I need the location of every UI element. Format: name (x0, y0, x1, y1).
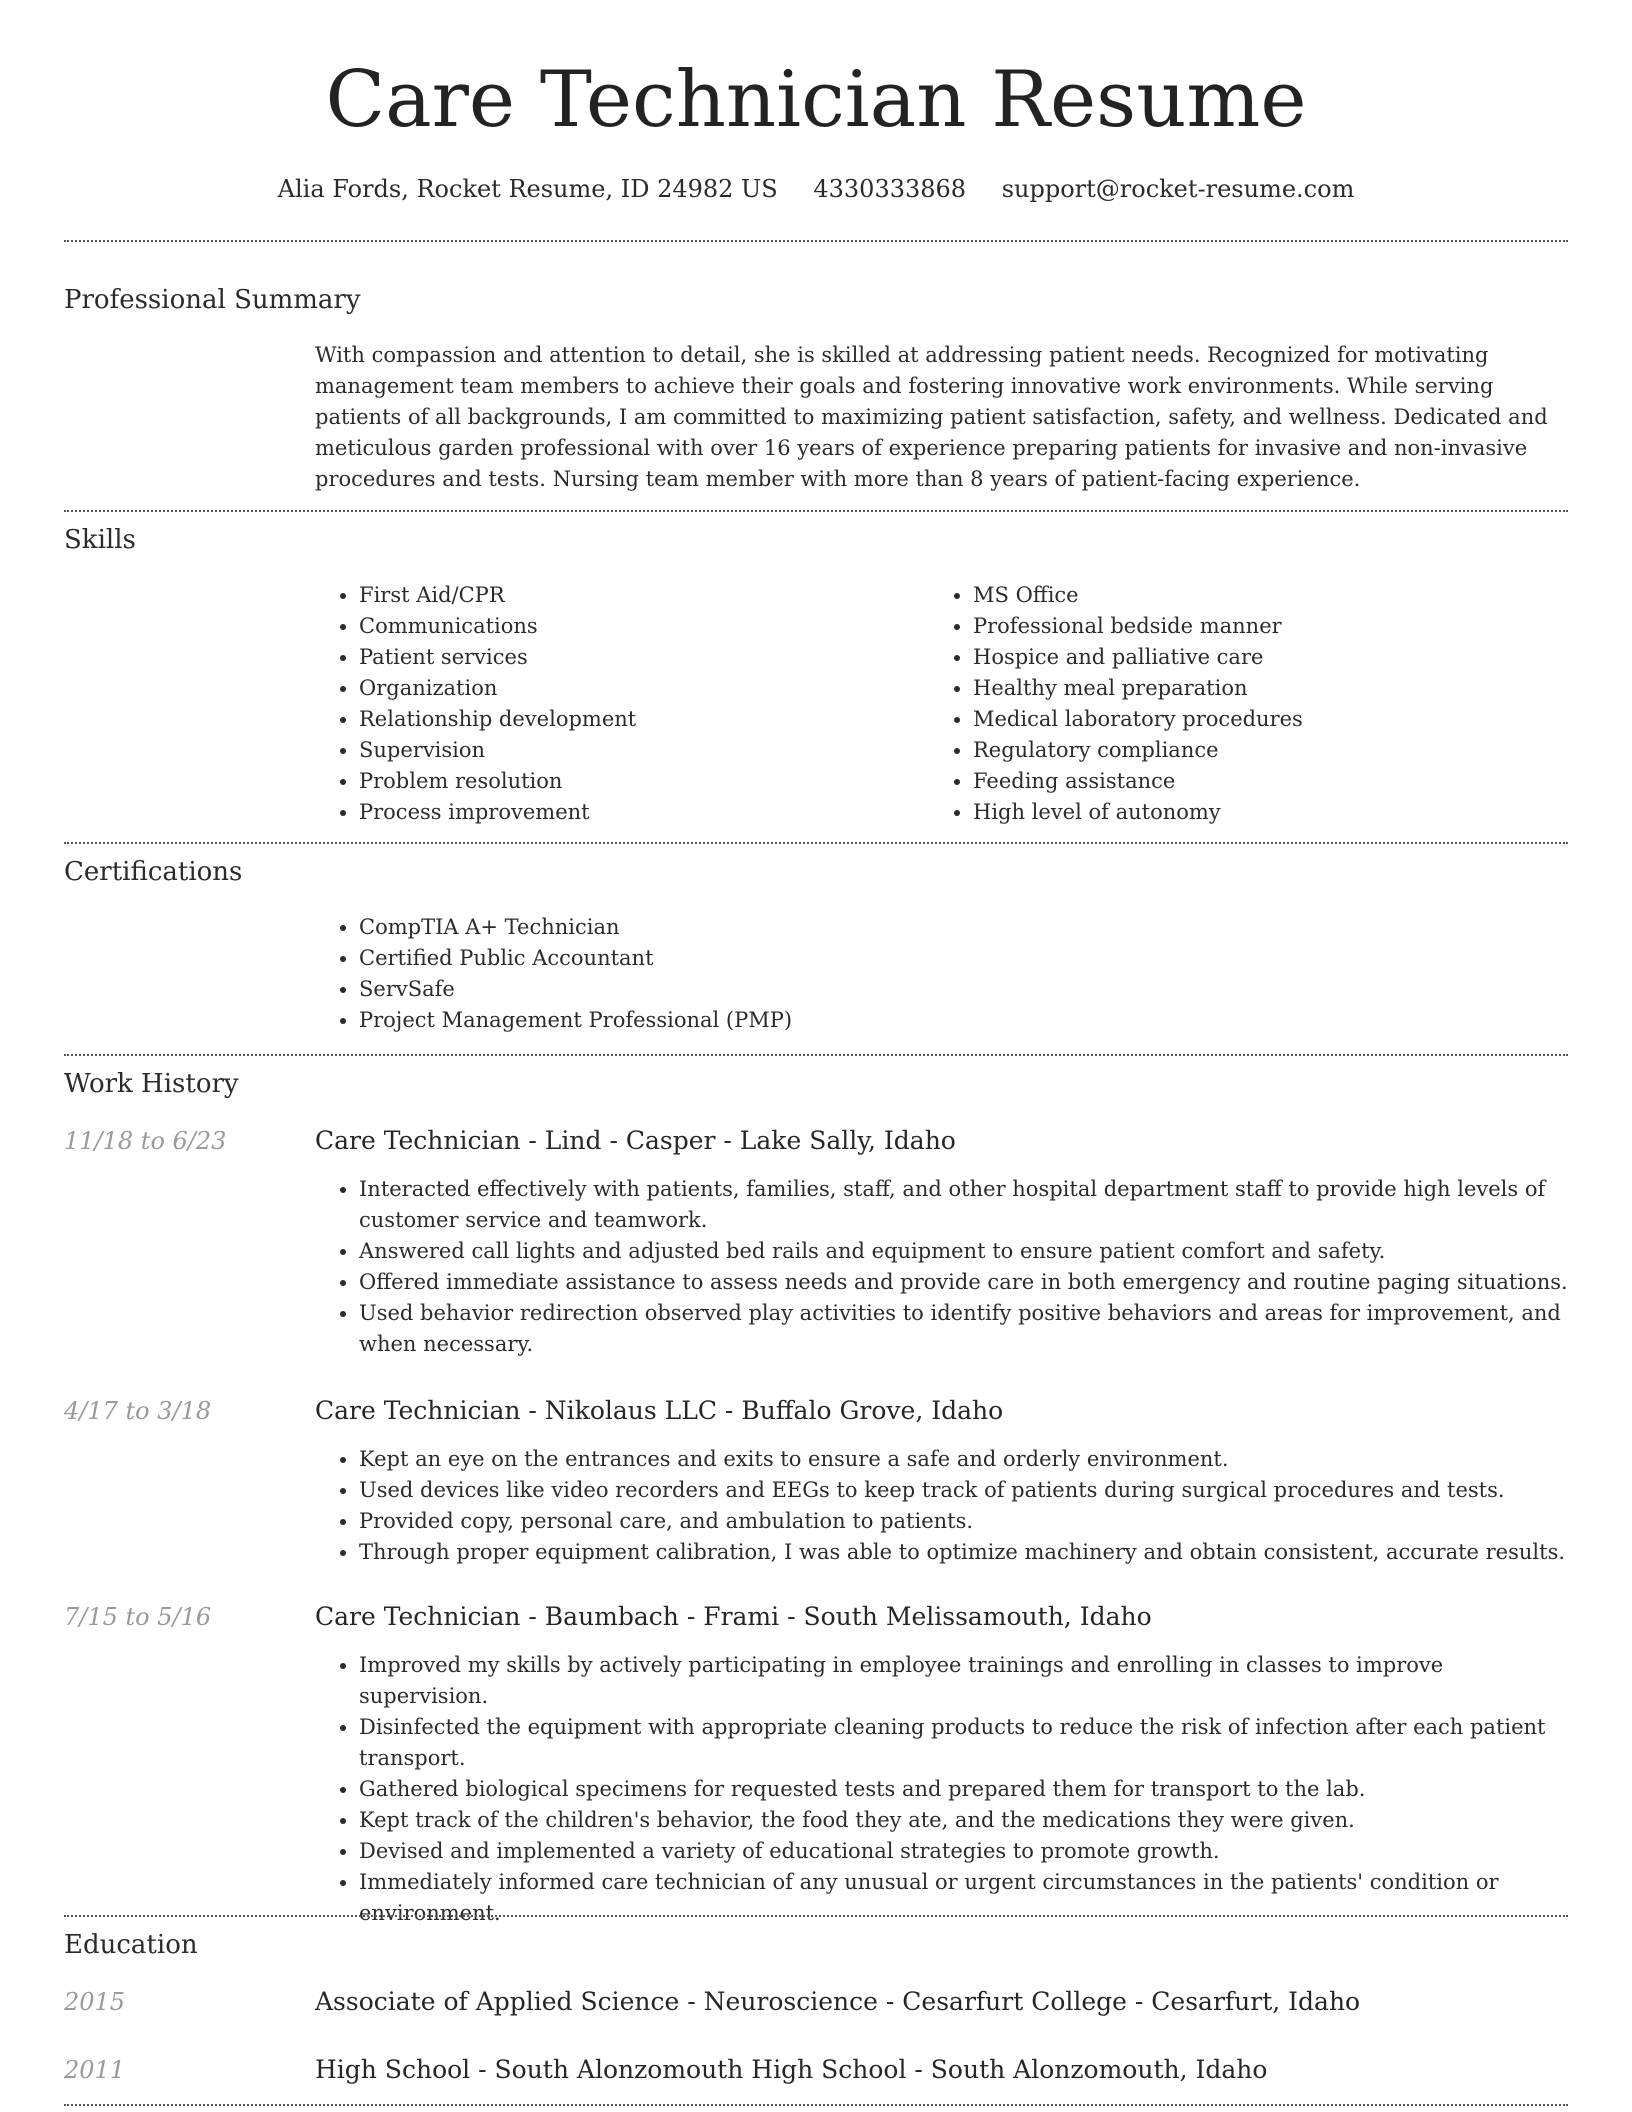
education-year: 2011 (64, 2056, 126, 2084)
resume-title: Care Technician Resume (325, 55, 1307, 145)
certification-item: • ServSafe (359, 974, 1559, 1005)
section-divider (64, 842, 1568, 844)
work-history-heading: Work History (64, 1069, 239, 1099)
job-duty: • Provided copy, personal care, and ambulation to patients. (359, 1506, 1568, 1537)
summary-heading: Professional Summary (64, 285, 361, 315)
skill-item: • Healthy meal preparation (973, 673, 1573, 704)
job-duty: • Through proper equipment calibration, I was able to optimize machinery and obtain consistent, accurate results. (359, 1537, 1568, 1568)
job-title: Care Technician - Baumbach - Frami - South Melissamouth, Idaho (315, 1602, 1152, 1631)
job-duty: • Gathered biological specimens for requested tests and prepared them for transport to the lab. (359, 1774, 1568, 1805)
education-entry: High School - South Alonzomouth High School - South Alonzomouth, Idaho (315, 2055, 1268, 2084)
skill-item: • Problem resolution (359, 766, 919, 797)
section-divider (64, 240, 1568, 242)
skill-item: • First Aid/CPR (359, 580, 919, 611)
job-dates: 7/15 to 5/16 (64, 1603, 212, 1631)
section-divider (64, 1054, 1568, 1056)
job-duty: • Devised and implemented a variety of educational strategies to promote growth. (359, 1836, 1568, 1867)
job-duty: • Kept an eye on the entrances and exits to ensure a safe and orderly environment. (359, 1444, 1568, 1475)
education-heading: Education (64, 1930, 198, 1960)
skills-list-right (929, 580, 1573, 828)
skill-item: • Supervision (359, 735, 919, 766)
skill-item: • Relationship development (359, 704, 919, 735)
job-duties-list (315, 1174, 1568, 1360)
job-duty: • Immediately informed care technician of any unusual or urgent circumstances in the patients' condition or environment. (359, 1867, 1568, 1929)
job-duties-list (315, 1444, 1568, 1568)
skills-list-left (315, 580, 919, 828)
contact-address: Alia Fords, Rocket Resume, ID 24982 US (277, 175, 778, 203)
skill-item: • Feeding assistance (973, 766, 1573, 797)
contact-line (64, 172, 1568, 206)
job-duty: • Used behavior redirection observed play activities to identify positive behaviors and areas for improvement, and when necessary. (359, 1298, 1568, 1360)
skills-heading: Skills (64, 525, 136, 555)
summary-text: With compassion and attention to detail, she is skilled at addressing patient needs. Recognized for motivating management team members to achieve their goals and fostering innovative work environments. While serving patients of all backgrounds, I am committed to maximizing patient satisfaction, safety, and wellness. Dedicated and meticulous garden professional with over 16 years of experience preparing patients for invasive and non-invasive procedures and tests. Nursing team member with more than 8 years of patient-facing experience. (315, 343, 1548, 491)
skill-item: • Organization (359, 673, 919, 704)
certification-item: • Certified Public Accountant (359, 943, 1559, 974)
job-duty: • Offered immediate assistance to assess needs and provide care in both emergency and routine paging situations. (359, 1267, 1568, 1298)
skill-item: • Professional bedside manner (973, 611, 1573, 642)
certification-item: • CompTIA A+ Technician (359, 912, 1559, 943)
contact-phone: 4330333868 (813, 175, 967, 203)
education-entry: Associate of Applied Science - Neuroscience - Cesarfurt College - Cesarfurt, Idaho (315, 1987, 1361, 2016)
job-duty: • Interacted effectively with patients, families, staff, and other hospital department staff to provide high levels of customer service and teamwork. (359, 1174, 1568, 1236)
job-duty: • Used devices like video recorders and EEGs to keep track of patients during surgical procedures and tests. (359, 1475, 1568, 1506)
skill-item: • Process improvement (359, 797, 919, 828)
skill-item: • MS Office (973, 580, 1573, 611)
job-title: Care Technician - Nikolaus LLC - Buffalo Grove, Idaho (315, 1396, 1004, 1425)
job-dates: 4/17 to 3/18 (64, 1397, 212, 1425)
job-duties-list (315, 1650, 1568, 1929)
job-duty: • Improved my skills by actively participating in employee trainings and enrolling in classes to improve supervision. (359, 1650, 1568, 1712)
skill-item: • High level of autonomy (973, 797, 1573, 828)
job-duty: • Kept track of the children's behavior, the food they ate, and the medications they were given. (359, 1805, 1568, 1836)
job-duty: • Answered call lights and adjusted bed rails and equipment to ensure patient comfort and safety. (359, 1236, 1568, 1267)
skill-item: • Hospice and palliative care (973, 642, 1573, 673)
job-duty: • Disinfected the equipment with appropriate cleaning products to reduce the risk of infection after each patient transport. (359, 1712, 1568, 1774)
job-title: Care Technician - Lind - Casper - Lake Sally, Idaho (315, 1126, 956, 1155)
education-year: 2015 (64, 1988, 126, 2016)
skill-item: • Medical laboratory procedures (973, 704, 1573, 735)
section-divider (64, 2104, 1568, 2106)
section-divider (64, 1915, 1568, 1917)
skill-item: • Communications (359, 611, 919, 642)
certifications-heading: Certifications (64, 857, 243, 887)
certifications-list (315, 912, 1559, 1036)
contact-email: support@rocket-resume.com (1001, 175, 1355, 203)
certification-item: • Project Management Professional (PMP) (359, 1005, 1559, 1036)
skill-item: • Regulatory compliance (973, 735, 1573, 766)
skill-item: • Patient services (359, 642, 919, 673)
section-divider (64, 510, 1568, 512)
job-dates: 11/18 to 6/23 (64, 1127, 227, 1155)
